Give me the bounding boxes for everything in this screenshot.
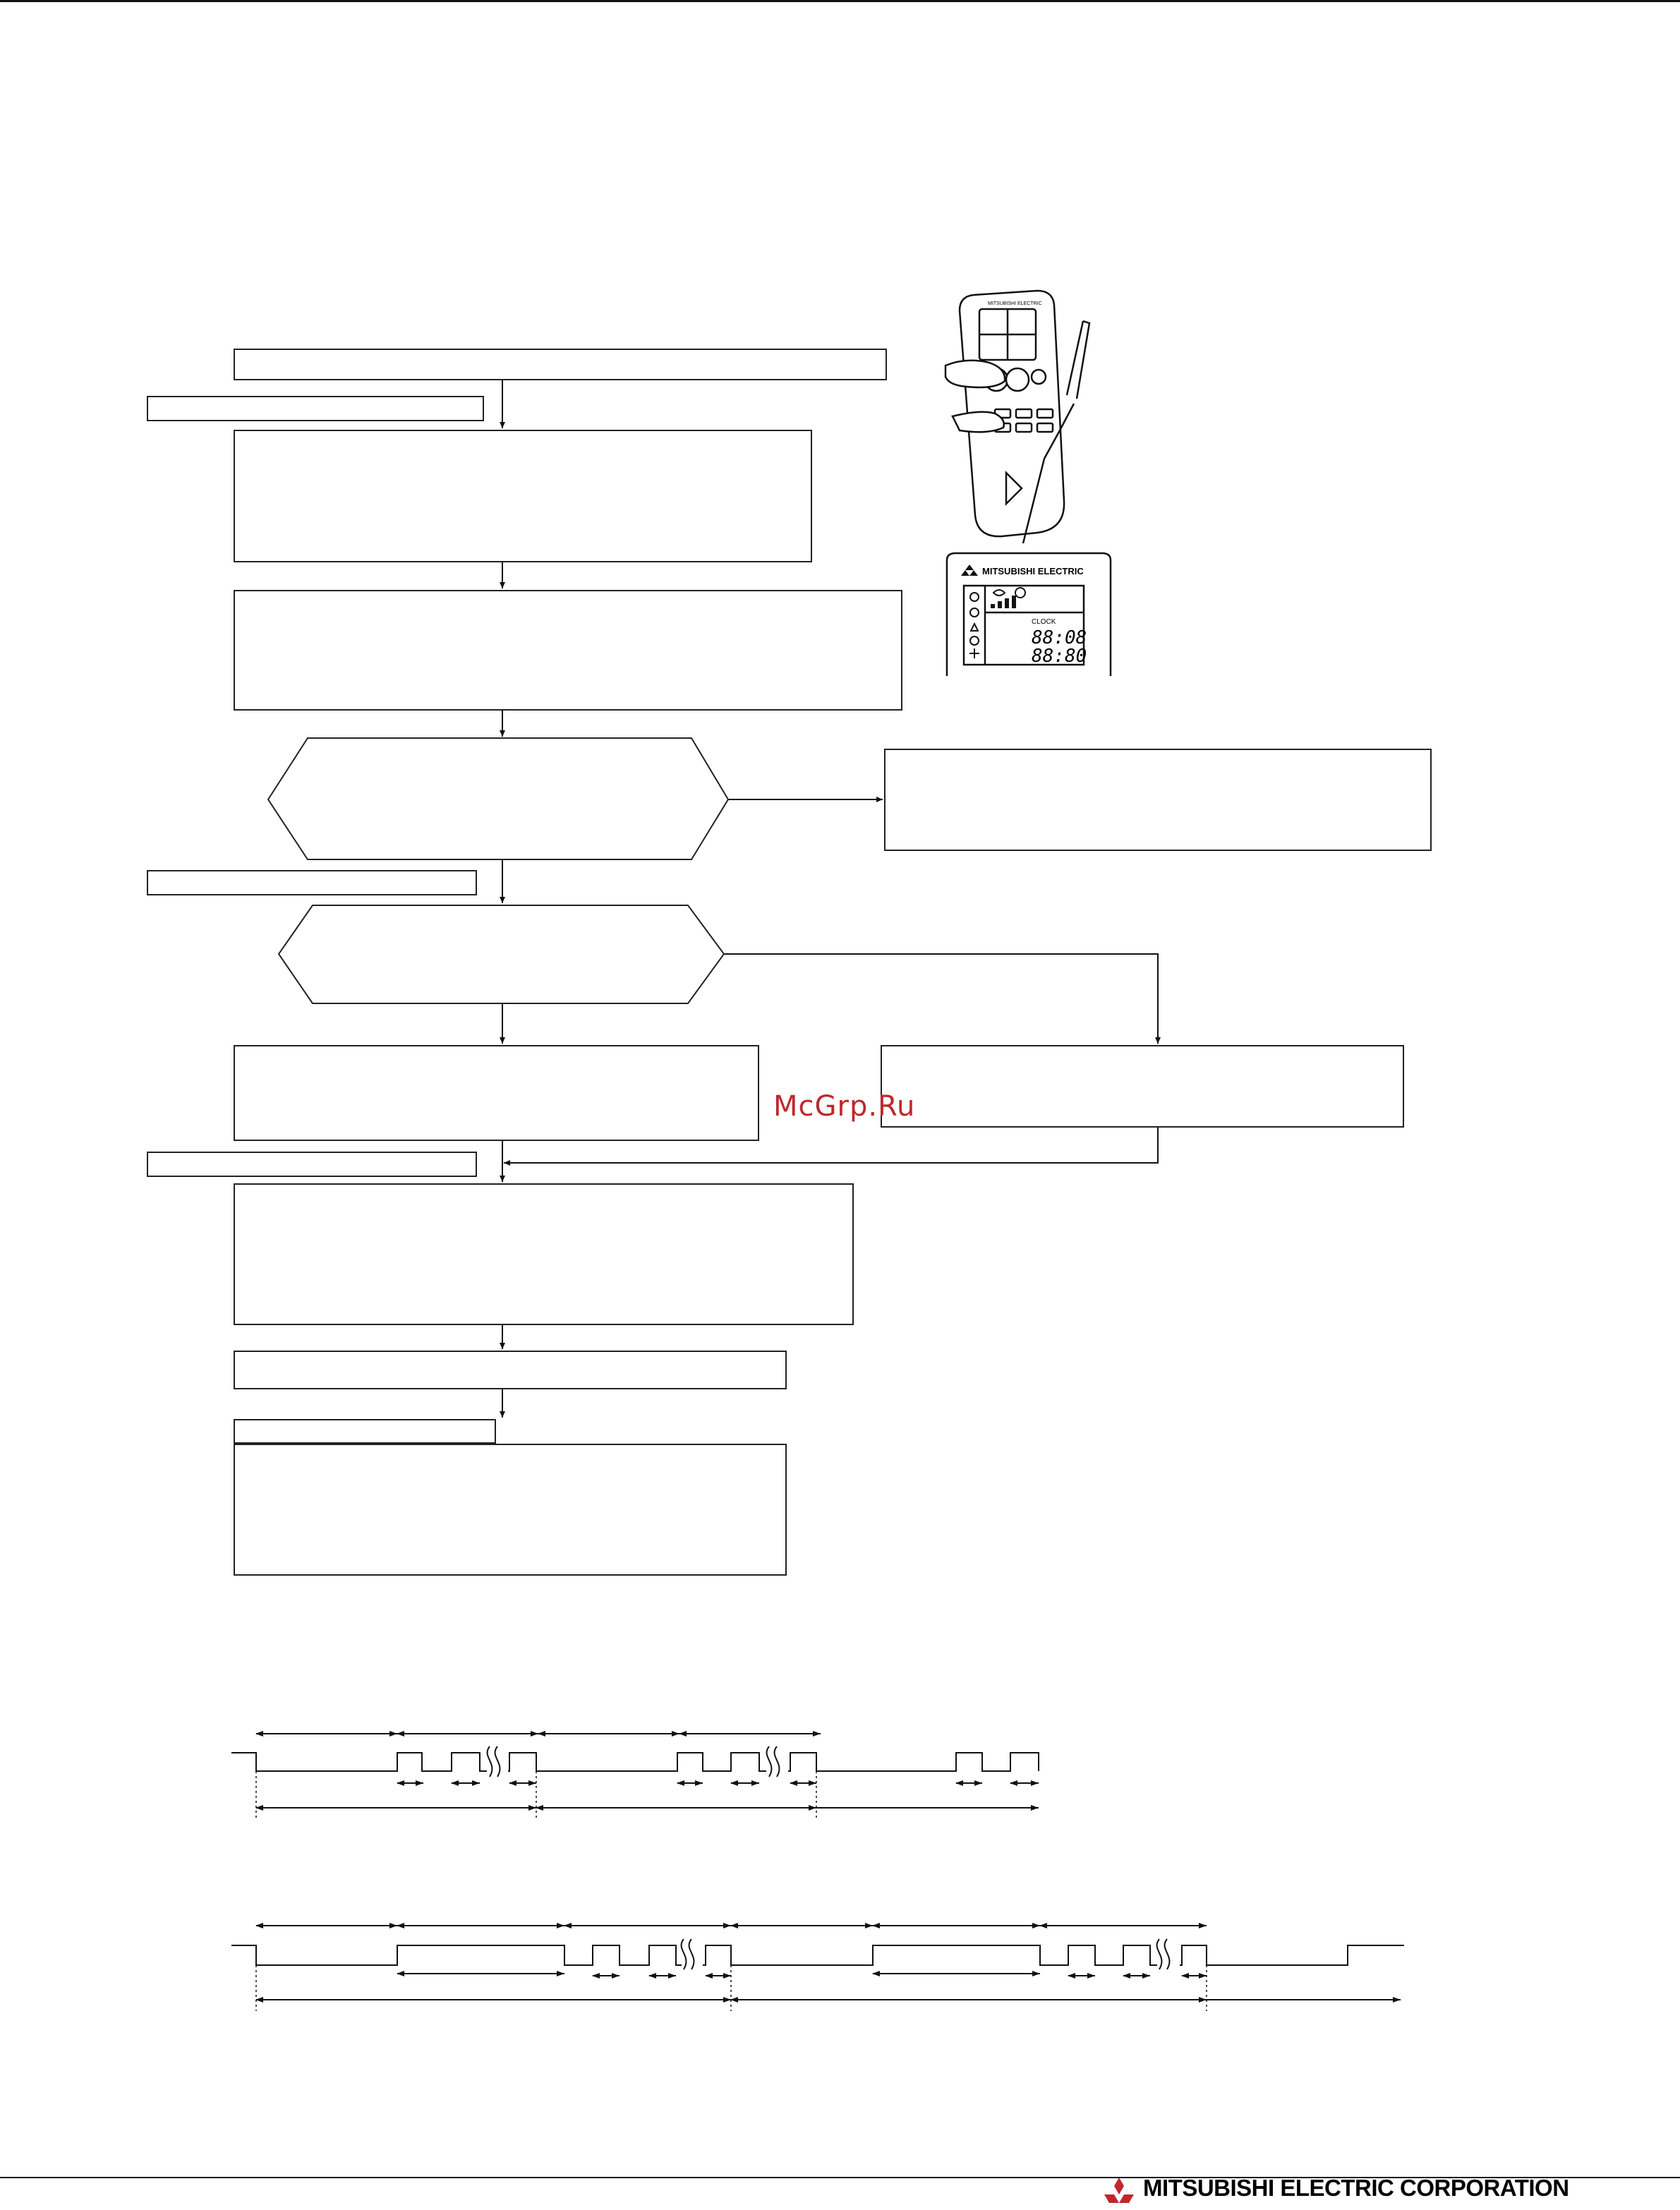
remote-control-illustration [938,289,1136,543]
display-brand: MITSUBISHI ELECTRIC [982,566,1084,576]
timing-diagram-1 [231,1734,1039,1808]
arrow-decision2-step3b [724,954,1158,1044]
hand-finger [953,412,1004,433]
remote-display-illustration [944,550,1113,677]
display-time-bottom: 88:80 [1032,646,1087,667]
footer-brand: MITSUBISHI ELECTRIC CORPORATION [1143,2175,1569,2201]
decision-2 [279,905,724,1003]
arrow-step3b-merge [504,1128,1158,1163]
mitsubishi-logo-icon [1102,2176,1136,2206]
remote-brand: MITSUBISHI ELECTRIC [988,301,1042,306]
remote-button [1032,370,1046,384]
decision-1 [268,738,728,859]
display-time-top: 88:08 [1032,627,1087,648]
watermark: McGrp.Ru [773,1090,916,1123]
clock-label: CLOCK [1032,618,1056,626]
decision-shapes [268,738,728,1003]
remote-button [1006,368,1029,391]
timing-diagram-2 [231,1926,1404,2000]
